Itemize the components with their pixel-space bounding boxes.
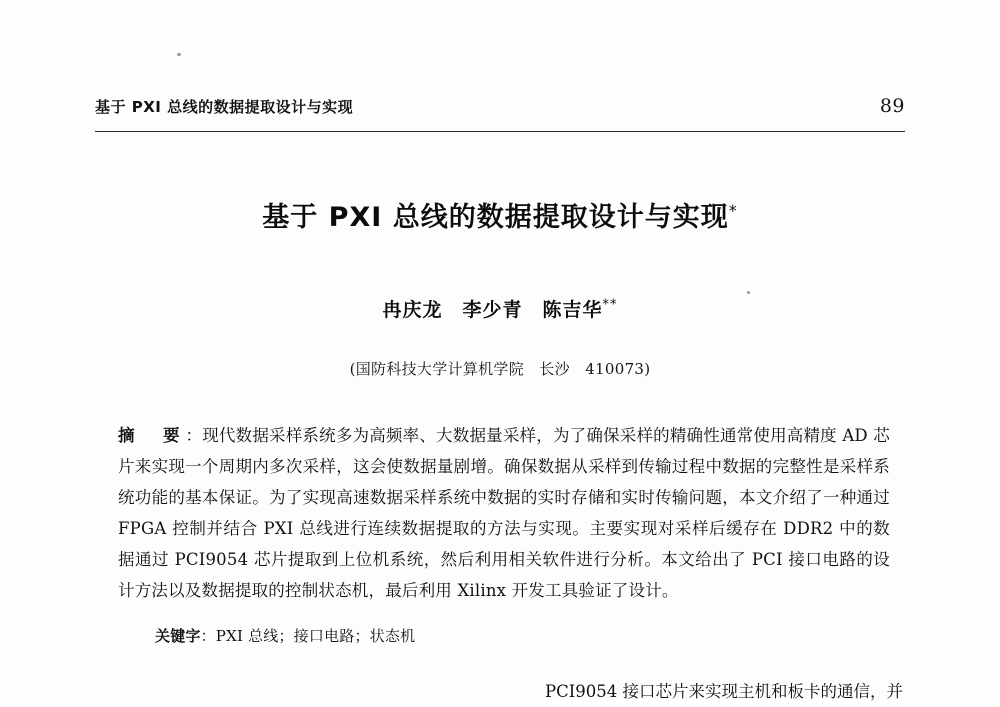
author-footnote-marker: ** [602, 297, 618, 313]
scan-speck [177, 53, 181, 56]
article-title-text: 基于 PXI 总线的数据提取设计与实现 [262, 202, 729, 233]
scan-speck [747, 291, 750, 294]
keywords-text: ：PXI 总线；接口电路；状态机 [200, 627, 416, 645]
author-names: 冉庆龙 李少青 陈吉华 [382, 299, 603, 321]
running-head-title: 基于 PXI 总线的数据提取设计与实现 [95, 98, 354, 116]
abstract-label: 摘 要 [118, 426, 186, 445]
body-text-fragment: PCI9054 接口芯片来实现主机和板卡的通信，并 [545, 682, 903, 701]
title-footnote-marker: * [728, 201, 738, 220]
page-title [0, 195, 1000, 234]
abstract-text: ：现代数据采样系统多为高频率、大数据量采样，为了确保采样的精确性通常使用高精度 AD 芯片来实现一个周期内多次采样，这会使数据量剧增。确保数据从采样到传输过程中数据的完整性是采样系统功能的基本保证。为了实现高速数据采样系统中数据的实时存储和实时传输问题，本文介绍了一种通过 FPGA 控制并结合 PXI 总线进行连续数据提取的方法与实现。主要实现对采样后缓存在 DDR2 中的数据通过 PCI9054 芯片提取到上位机系统，然后利用相关软件进行分析。本文给出了 PCI 接口电路的设计方法以及数据提取的控制状态机，最后利用 Xilinx 开发工具验证了设计。 [118, 426, 891, 600]
header-divider [95, 131, 905, 132]
author-list [0, 295, 1000, 322]
abstract-block [118, 420, 890, 606]
keywords-block [155, 625, 895, 646]
page-number: 89 [879, 95, 905, 117]
affiliation: (国防科技大学计算机学院 长沙 410073) [349, 360, 651, 378]
running-head [95, 95, 905, 117]
keywords-label: 关键字 [155, 627, 201, 645]
